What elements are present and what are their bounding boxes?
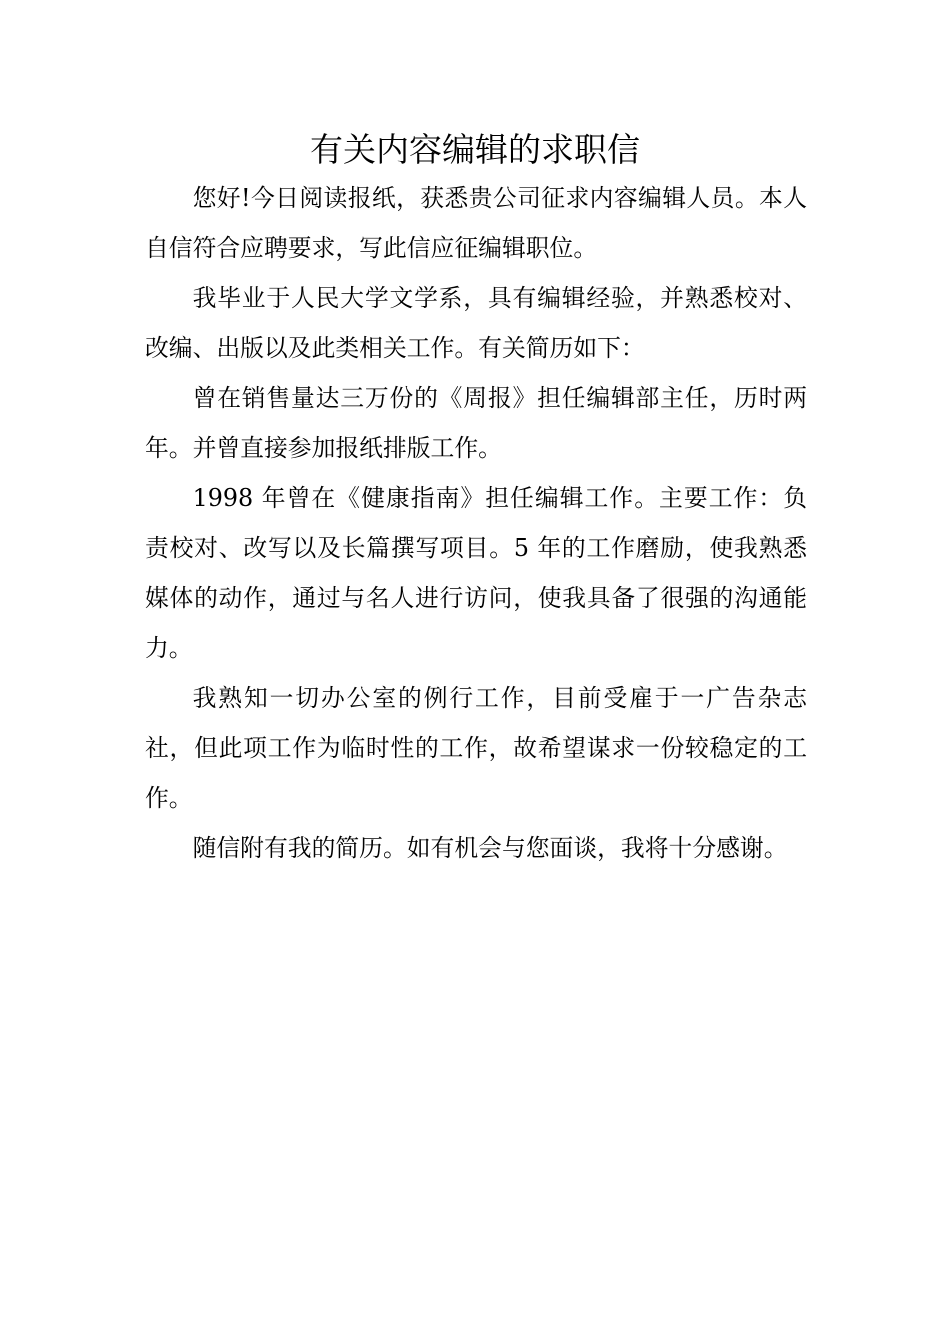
letter-body bbox=[145, 173, 807, 873]
paragraph-health-guide-experience: 1998 年曾在《健康指南》担任编辑工作。主要工作：负责校对、改写以及长篇撰写项目。5 年的工作磨励，使我熟悉媒体的动作，通过与名人进行访问，使我具备了很强的沟通能力。 bbox=[145, 484, 807, 662]
paragraph-greeting: 您好!今日阅读报纸，获悉贵公司征求内容编辑人员。本人自信符合应聘要求，写此信应征编辑职位。 bbox=[145, 184, 807, 262]
paragraph-closing: 随信附有我的简历。如有机会与您面谈，我将十分感谢。 bbox=[192, 834, 788, 862]
paragraph-education: 我毕业于人民大学文学系，具有编辑经验，并熟悉校对、改编、出版以及此类相关工作。有关简历如下： bbox=[145, 284, 807, 362]
paragraph-weekly-experience: 曾在销售量达三万份的《周报》担任编辑部主任，历时两年。并曾直接参加报纸排版工作。 bbox=[145, 384, 807, 462]
paragraph-current-job: 我熟知一切办公室的例行工作，目前受雇于一广告杂志社，但此项工作为临时性的工作，故希望谋求一份较稳定的工作。 bbox=[145, 684, 807, 812]
document-title: 有关内容编辑的求职信 bbox=[310, 130, 640, 169]
